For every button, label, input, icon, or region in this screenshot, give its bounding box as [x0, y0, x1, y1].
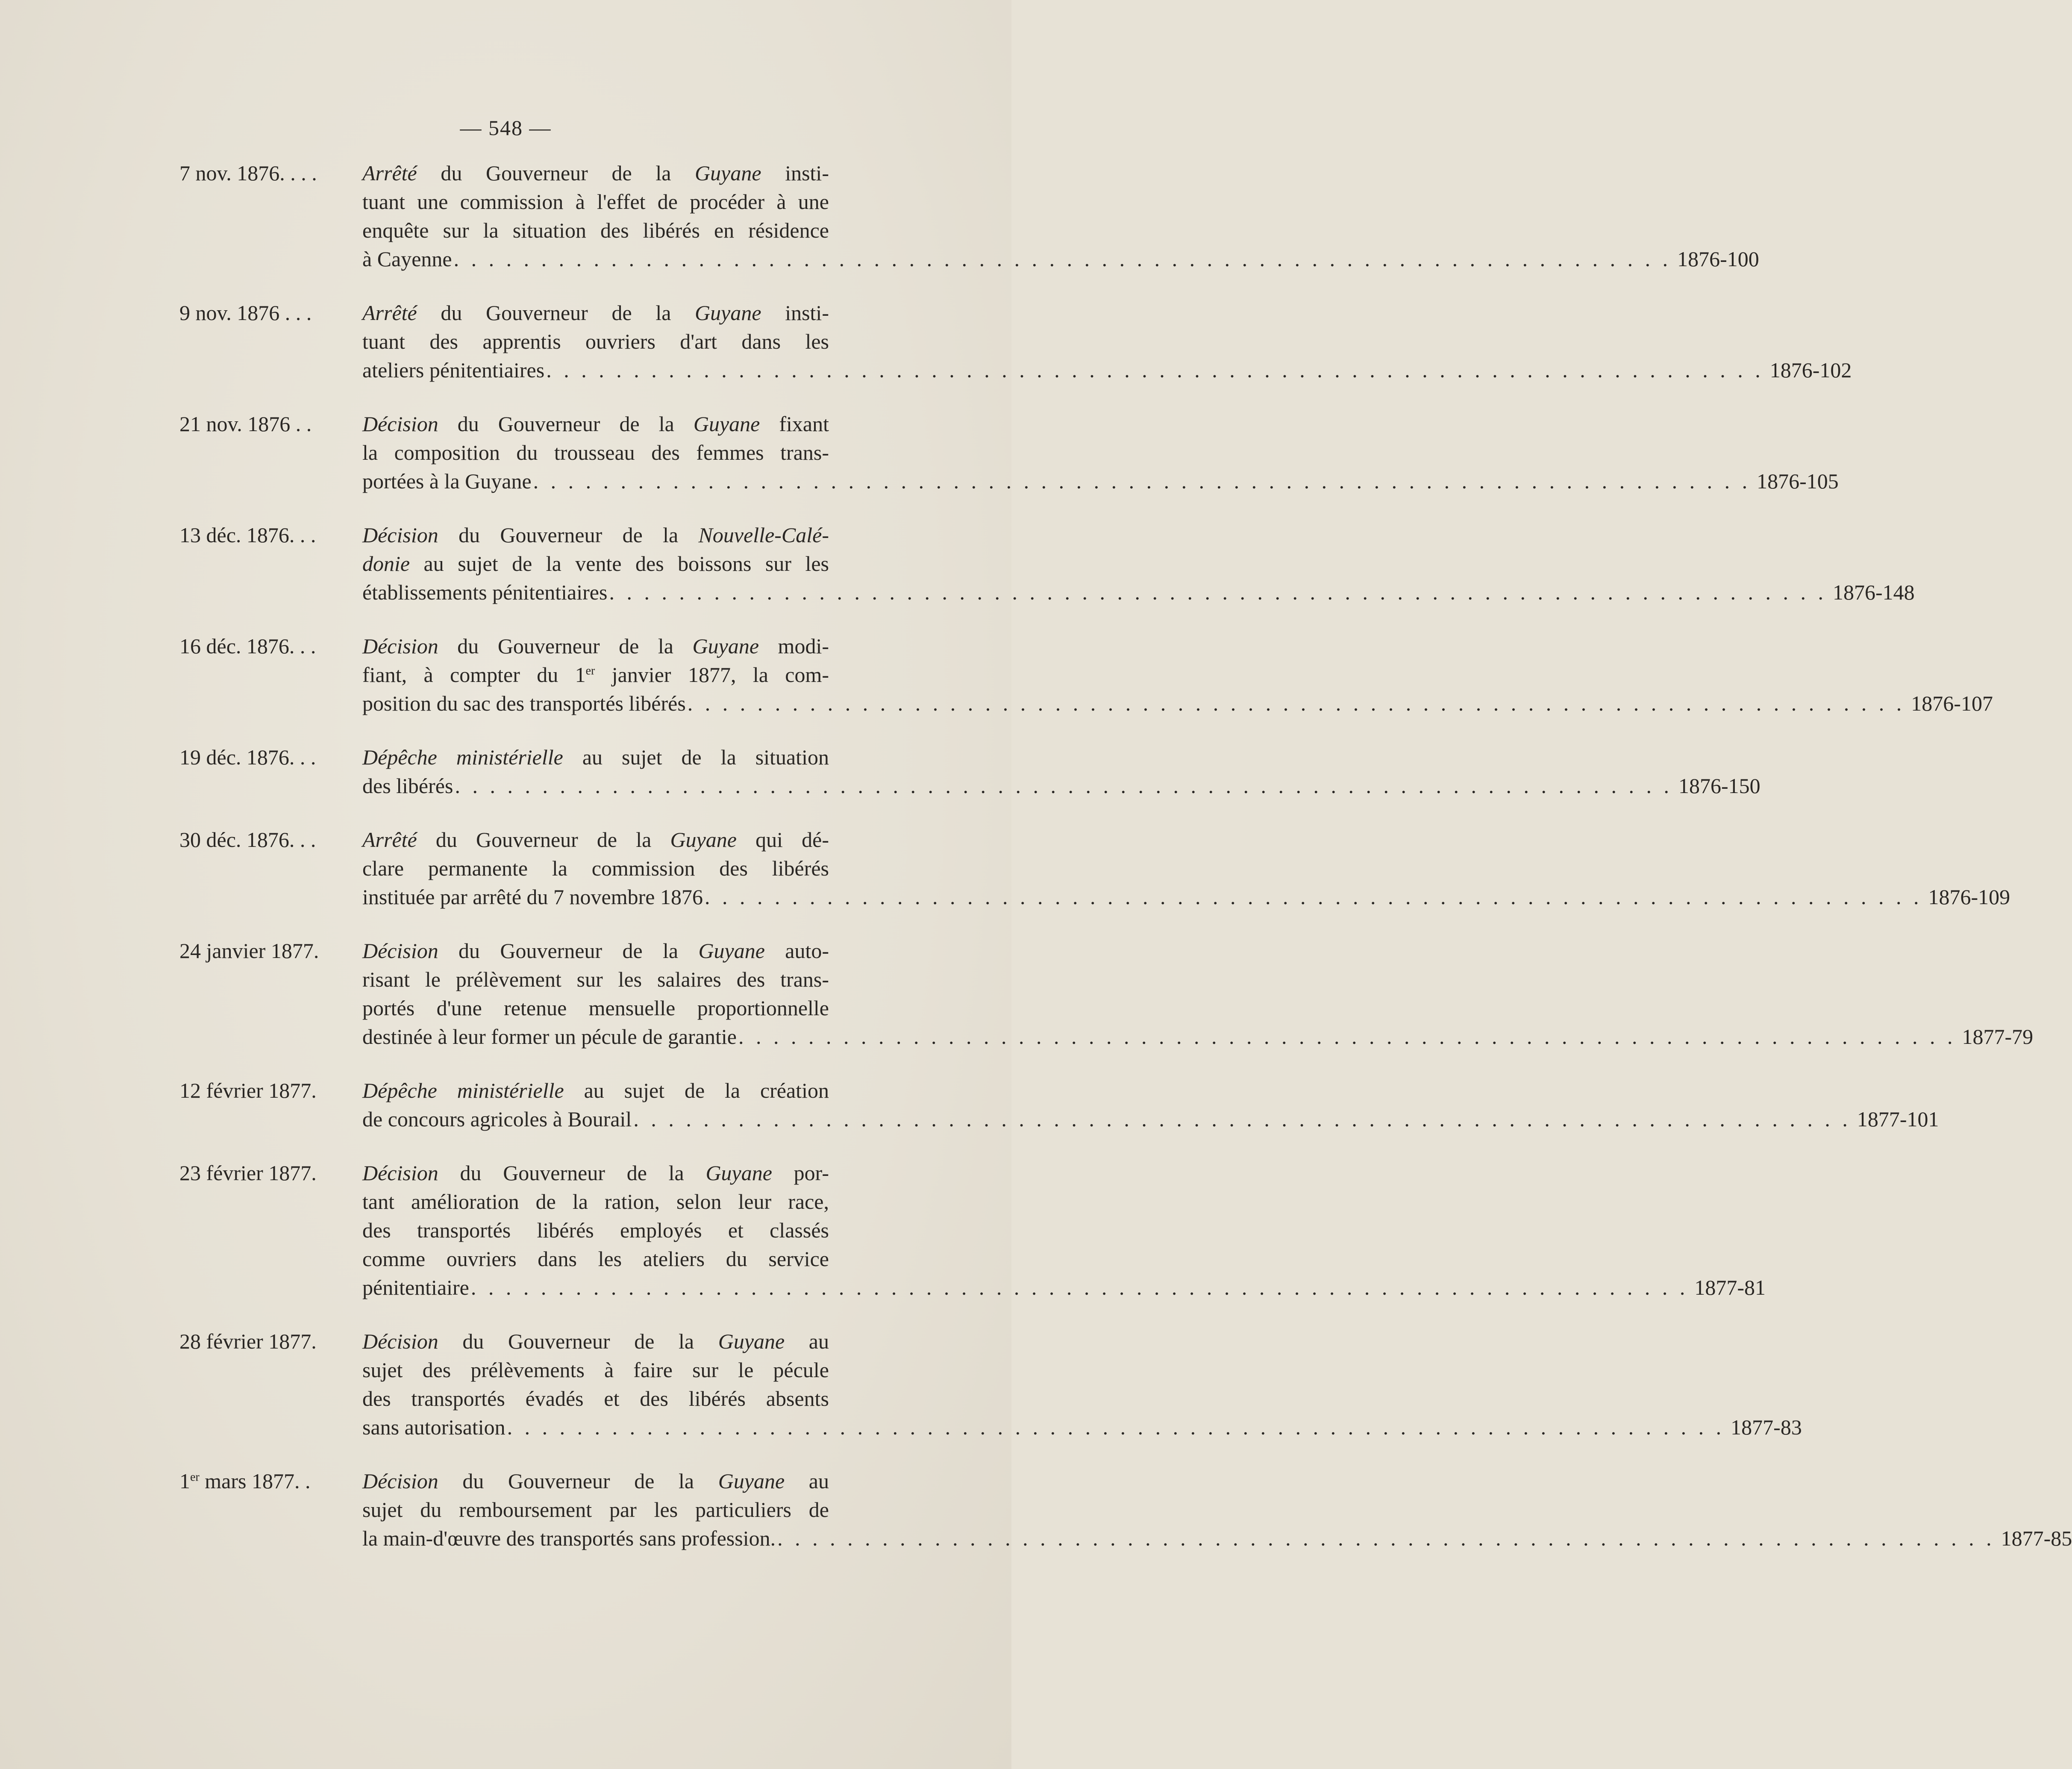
text-span: au sujet de la situation	[563, 745, 829, 769]
entry-date: 19 déc. 1876. . .	[179, 745, 316, 769]
italic-term: Décision	[362, 634, 438, 658]
entry-date: 21 nov. 1876 . .	[179, 412, 312, 436]
italic-term: Arrêté	[362, 161, 417, 185]
leader-dots: . . . . . . . . . . . . . . . . . . . . . . . . . . . . . . . . . . . . . . . . . . . . . . . . . . . . . . . . . . . . . . . . . . . . . .	[455, 774, 1672, 798]
italic-term: Décision	[362, 523, 438, 547]
text-span: au sujet de la création	[564, 1078, 829, 1102]
text-span: au sujet de la vente des boissons sur les	[410, 552, 829, 576]
italic-term: donie	[362, 552, 410, 576]
entry-text	[362, 937, 2034, 1051]
entry	[179, 743, 1760, 800]
text-line	[362, 159, 829, 188]
leader-dots: . . . . . . . . . . . . . . . . . . . . . . . . . . . . . . . . . . . . . . . . . . . . . . . . . . . . . . . . . . . . . . . . . . . . . .	[738, 1025, 1956, 1049]
text-span: sans autorisation	[362, 1415, 506, 1439]
text-span: du Gouverneur de la	[438, 634, 693, 658]
italic-term: Guyane	[695, 161, 761, 185]
page-number: — 548 —	[460, 116, 552, 140]
text-span: des libérés	[362, 774, 453, 798]
text-span: auto-	[764, 939, 829, 963]
text-line	[362, 743, 829, 772]
entry	[179, 299, 1852, 385]
reference-number: 1876-107	[1911, 691, 1993, 715]
text-line-last	[362, 1524, 2072, 1553]
text-span: au	[785, 1469, 829, 1493]
entry-list	[179, 159, 2072, 1578]
entry	[179, 1467, 2072, 1553]
entry-date: 1er mars 1877. .	[179, 1469, 311, 1493]
reference-number: 1877-79	[1962, 1025, 2034, 1049]
entry	[179, 1327, 1802, 1442]
entry-text	[362, 1076, 1939, 1134]
text-line	[362, 937, 829, 965]
reference-number: 1876-100	[1677, 247, 1759, 271]
text-span: qui dé-	[737, 828, 829, 852]
text-line	[362, 299, 829, 327]
entry	[179, 159, 1759, 273]
italic-term: Guyane	[718, 1329, 785, 1353]
text-span: ateliers pénitentiaires	[362, 358, 545, 382]
entry-date: 24 janvier 1877.	[179, 939, 319, 963]
text-line: sujet des prélèvements à faire sur le pécule	[362, 1358, 829, 1382]
text-span: du Gouverneur de la	[438, 1161, 706, 1185]
text-span: du Gouverneur de la	[438, 412, 694, 436]
text-line-last	[362, 467, 1839, 496]
text-line: fiant, à compter du 1er janvier 1877, la com-	[362, 663, 829, 687]
text-span: au	[785, 1329, 829, 1353]
text-line	[362, 1159, 829, 1187]
text-line-last	[362, 1023, 2034, 1051]
reference-number: 1877-81	[1694, 1275, 1766, 1299]
italic-term: Décision	[362, 412, 438, 436]
italic-term: Guyane	[698, 939, 765, 963]
text-line: enquête sur la situation des libérés en résidence	[362, 218, 829, 242]
leader-dots: . . . . . . . . . . . . . . . . . . . . . . . . . . . . . . . . . . . . . . . . . . . . . . . . . . . . . . . . . . . . . . . . . . . . . .	[470, 1275, 1689, 1299]
reference-number: 1876-150	[1678, 774, 1760, 798]
reference-number: 1876-109	[1928, 885, 2010, 909]
italic-term: Guyane	[705, 1161, 772, 1185]
italic-term: Décision	[362, 1469, 438, 1493]
text-span: instituée par arrêté du 7 novembre 1876	[362, 885, 703, 909]
text-span: du Gouverneur de la	[438, 523, 699, 547]
text-line-last	[362, 245, 1759, 273]
text-line-last	[362, 578, 1915, 607]
reference-number: 1876-102	[1769, 358, 1852, 382]
text-span: insti-	[761, 301, 829, 325]
entry-date: 28 février 1877.	[179, 1329, 317, 1353]
text-line: risant le prélèvement sur les salaires des trans-	[362, 967, 829, 991]
entry-text	[362, 299, 1852, 385]
entry-date: 16 déc. 1876. . .	[179, 634, 316, 658]
text-span: du Gouverneur de la	[438, 1469, 718, 1493]
entry	[179, 521, 1915, 607]
text-line-last	[362, 883, 2010, 911]
text-line: clare permanente la commission des libérés	[362, 856, 829, 880]
entry	[179, 410, 1839, 496]
text-line-last	[362, 1413, 1802, 1442]
text-span: à Cayenne	[362, 247, 452, 271]
entry-text	[362, 826, 2010, 911]
leader-dots: . . . . . . . . . . . . . . . . . . . . . . . . . . . . . . . . . . . . . . . . . . . . . . . . . . . . . . . . . . . . . . . . . . . . . .	[704, 885, 1922, 909]
entry-text	[362, 1327, 1802, 1442]
text-span: position du sac des transportés libérés	[362, 691, 686, 715]
entry-text	[362, 159, 1759, 273]
italic-term: Décision	[362, 1161, 438, 1185]
text-line	[362, 826, 829, 854]
entry-text	[362, 632, 1993, 718]
entry	[179, 826, 2010, 911]
leader-dots: . . . . . . . . . . . . . . . . . . . . . . . . . . . . . . . . . . . . . . . . . . . . . . . . . . . . . . . . . . . . . . . . . . . . . .	[453, 247, 1672, 271]
leader-dots: . . . . . . . . . . . . . . . . . . . . . . . . . . . . . . . . . . . . . . . . . . . . . . . . . . . . . . . . . . . . . . . . . . . . . .	[633, 1107, 1851, 1131]
entry	[179, 937, 2034, 1051]
entry	[179, 632, 1993, 718]
entry	[179, 1076, 1939, 1134]
entry-text	[362, 1159, 1766, 1302]
text-line	[362, 550, 829, 578]
text-line-last	[362, 1105, 1939, 1134]
text-span: du Gouverneur de la	[417, 828, 670, 852]
text-line-last	[362, 356, 1852, 385]
text-line: portés d'une retenue mensuelle proportionnelle	[362, 996, 829, 1020]
text-line	[362, 410, 829, 438]
text-span: destinée à leur former un pécule de garantie	[362, 1025, 737, 1049]
text-line: la composition du trousseau des femmes trans-	[362, 441, 829, 464]
entry	[179, 1159, 1766, 1302]
text-line	[362, 1327, 829, 1356]
leader-dots: . . . . . . . . . . . . . . . . . . . . . . . . . . . . . . . . . . . . . . . . . . . . . . . . . . . . . . . . . . . . . . . . . . . . . .	[533, 469, 1751, 493]
text-line-last	[362, 1273, 1766, 1302]
italic-term: Nouvelle-Calé-	[698, 523, 829, 547]
text-span: du Gouverneur de la	[438, 939, 699, 963]
text-line	[362, 521, 829, 550]
entry-date: 7 nov. 1876. . . .	[179, 161, 317, 185]
text-line: sujet du remboursement par les particuliers de	[362, 1498, 829, 1522]
italic-term: Arrêté	[362, 301, 417, 325]
entry-text	[362, 743, 1760, 800]
text-span: la main-d'œuvre des transportés sans profession.	[362, 1526, 776, 1550]
text-span: insti-	[761, 161, 829, 185]
italic-term: Guyane	[695, 301, 761, 325]
leader-dots: . . . . . . . . . . . . . . . . . . . . . . . . . . . . . . . . . . . . . . . . . . . . . . . . . . . . . . . . . . . . . . . . . . . . . .	[687, 691, 1905, 715]
text-line: tuant une commission à l'effet de procéder à une	[362, 190, 829, 214]
italic-term: Guyane	[692, 634, 759, 658]
italic-term: Dépêche ministérielle	[362, 745, 563, 769]
text-span: du Gouverneur de la	[438, 1329, 718, 1353]
entry-text	[362, 521, 1915, 607]
reference-number: 1876-105	[1757, 469, 1839, 493]
text-line: des transportés libérés employés et classés	[362, 1218, 829, 1242]
text-line: des transportés évadés et des libérés absents	[362, 1387, 829, 1410]
entry-date: 12 février 1877.	[179, 1078, 317, 1102]
text-span: établissements pénitentiaires	[362, 580, 608, 604]
entry-date: 23 février 1877.	[179, 1161, 317, 1185]
text-line: comme ouvriers dans les ateliers du service	[362, 1247, 829, 1271]
italic-term: Guyane	[693, 412, 760, 436]
text-line	[362, 1467, 829, 1496]
italic-term: Décision	[362, 939, 438, 963]
italic-term: Arrêté	[362, 828, 417, 852]
italic-term: Guyane	[718, 1469, 785, 1493]
italic-term: Dépêche ministérielle	[362, 1078, 564, 1102]
entry-text	[362, 1467, 2072, 1553]
text-line-last	[362, 689, 1993, 718]
entry-text	[362, 410, 1839, 496]
text-line	[362, 632, 829, 661]
italic-term: Décision	[362, 1329, 438, 1353]
text-line: tuant des apprentis ouvriers d'art dans les	[362, 329, 829, 353]
reference-number: 1877-101	[1857, 1107, 1939, 1131]
text-span: por-	[772, 1161, 829, 1185]
reference-number: 1876-148	[1832, 580, 1915, 604]
leader-dots: . . . . . . . . . . . . . . . . . . . . . . . . . . . . . . . . . . . . . . . . . . . . . . . . . . . . . . . . . . . . . . . . . . . . . .	[609, 580, 1827, 604]
text-line: tant amélioration de la ration, selon leur race,	[362, 1190, 829, 1214]
text-span: du Gouverneur de la	[417, 301, 695, 325]
leader-dots: . . . . . . . . . . . . . . . . . . . . . . . . . . . . . . . . . . . . . . . . . . . . . . . . . . . . . . . . . . . . . . . . . . . . . .	[507, 1415, 1725, 1439]
text-span: de concours agricoles à Bourail	[362, 1107, 632, 1131]
text-line	[362, 1076, 829, 1105]
text-span: fixant	[760, 412, 829, 436]
text-span: modi-	[759, 634, 829, 658]
reference-number: 1877-83	[1731, 1415, 1802, 1439]
italic-term: Guyane	[670, 828, 737, 852]
entry-date: 30 déc. 1876. . .	[179, 828, 316, 852]
entry-date: 9 nov. 1876 . . .	[179, 301, 312, 325]
text-span: du Gouverneur de la	[417, 161, 695, 185]
leader-dots: . . . . . . . . . . . . . . . . . . . . . . . . . . . . . . . . . . . . . . . . . . . . . . . . . . . . . . . . . . . . . . . . . . . . . .	[546, 358, 1764, 382]
text-span: portées à la Guyane	[362, 469, 532, 493]
entry-date: 13 déc. 1876. . .	[179, 523, 316, 547]
text-span: pénitentiaire	[362, 1275, 469, 1299]
text-line-last	[362, 772, 1760, 800]
leader-dots: . . . . . . . . . . . . . . . . . . . . . . . . . . . . . . . . . . . . . . . . . . . . . . . . . . . . . . . . . . . . . . . . . . . . . .	[777, 1526, 1995, 1550]
reference-number: 1877-85	[2001, 1526, 2072, 1550]
